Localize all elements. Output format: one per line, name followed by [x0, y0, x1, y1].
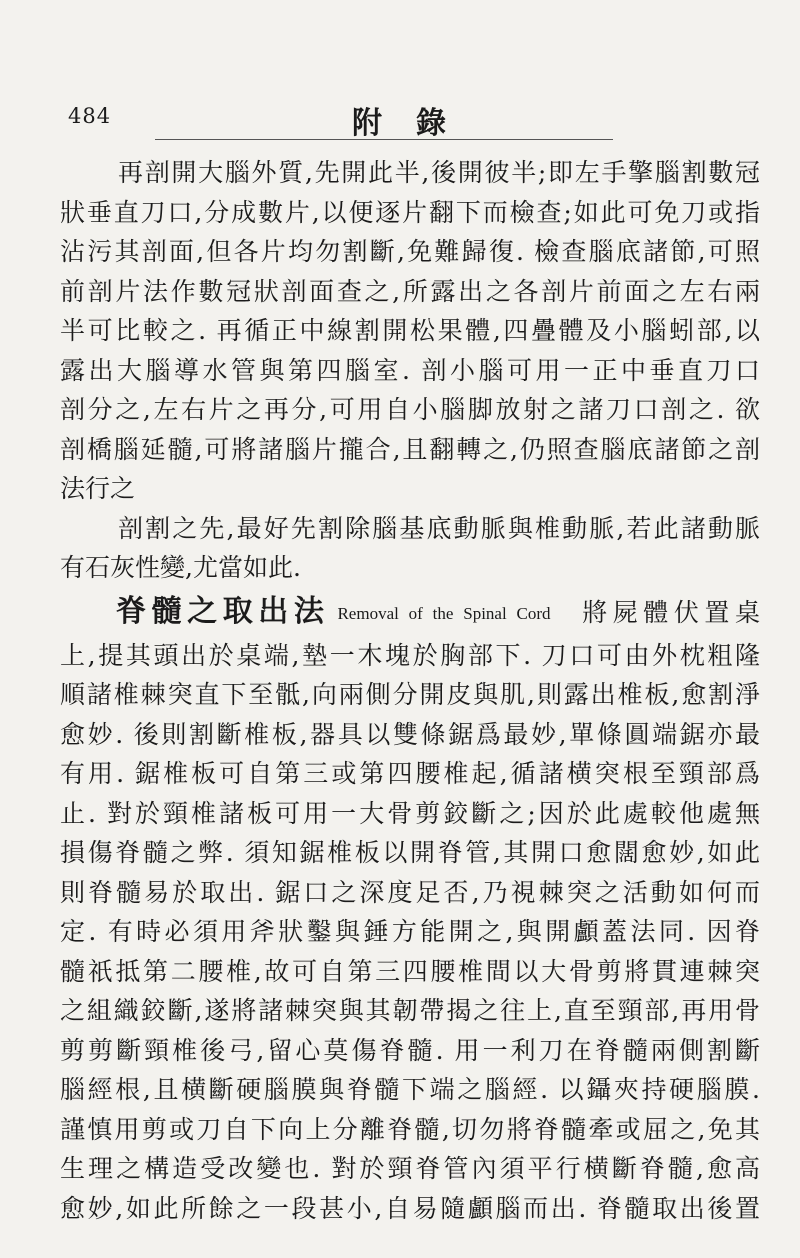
- running-title: 附錄: [352, 106, 480, 141]
- text-line: 生理之構造受改變也. 對於頸脊管內須平行横斷脊髓,愈高: [60, 1154, 760, 1183]
- text-line: 剖分之,左右片之再分,可用自小腦脚放射之諸刀口剖之. 欲: [60, 395, 760, 424]
- text-line: 再剖開大腦外質,先開此半,後開彼半;即左手擎腦割數冠: [118, 158, 760, 187]
- text-line: 上,提其頭出於桌端,墊一木塊於胸部下. 刀口可由外枕粗隆: [60, 640, 760, 670]
- text-line: 剖割之先,最好先割除腦基底動脈與椎動脈,若此諸動脈: [118, 513, 760, 543]
- text-line: 謹慎用剪或刀自下向上分離脊髓,切勿將脊髓牽或屈之,免其: [60, 1114, 760, 1144]
- body-text: [60, 153, 760, 1228]
- text-line: 定. 有時必須用斧狀鑿與錘方能開之,與開顱蓋法同. 因脊: [60, 917, 760, 946]
- text-line: 沾污其剖面,但各片均勿割斷,免難歸復. 檢查腦底諸節,可照: [60, 237, 760, 266]
- text-line: 順諸椎棘突直下至骶,向兩側分開皮與肌,則露出椎板,愈割淨: [60, 680, 760, 709]
- paragraph-arteries: [60, 509, 760, 588]
- text-line: 愈妙,如此所餘之一段甚小,自易隨顱腦而出. 脊髓取出後置: [60, 1193, 760, 1223]
- text-line: 腦經根,且横斷硬腦膜與脊髓下端之腦經. 以鑷夾持硬腦膜.: [60, 1075, 760, 1104]
- text-line: 髓祇抵第二腰椎,故可自第三四腰椎間以大骨剪將貫連棘突: [60, 956, 760, 986]
- section-heading-title: 脊髓之取出法: [116, 593, 330, 629]
- text-line: 法行之: [60, 474, 136, 503]
- text-line: 剖橋腦延髓,可將諸腦片攏合,且翻轉之,仍照查腦底諸節之剖: [60, 434, 760, 464]
- paragraph-brain-sectioning: [60, 153, 760, 509]
- text-line: 剪剪斷頸椎後弓,留心莫傷脊髓. 用一利刀在脊髓兩側割斷: [60, 1035, 760, 1065]
- text-line: 則脊髓易於取出. 鋸口之深度足否,乃視棘突之活動如何而: [60, 877, 760, 907]
- header-rule: [155, 139, 613, 140]
- text-line: 露出大腦導水管與第四腦室. 剖小腦可用一正中垂直刀口: [60, 355, 760, 385]
- section-heading-english: Removal of the Spinal Cord: [337, 603, 551, 623]
- text-line: 之組織鉸斷,遂將諸棘突與其韌帶揭之往上,直至頸部,再用骨: [60, 996, 760, 1025]
- section-heading: [60, 588, 760, 636]
- text-line: 有用. 鋸椎板可自第三或第四腰椎起,循諸横突根至頸部爲: [60, 759, 760, 788]
- text-line: 損傷脊髓之弊. 須知鋸椎板以開脊管,其開口愈闊愈妙,如此: [60, 838, 760, 867]
- page-number: 484: [68, 104, 112, 128]
- section-spinal-cord: [60, 588, 760, 1229]
- text-line: 前剖片法作數冠狀剖面查之,所露出之各剖片前面之左右兩: [60, 276, 760, 306]
- text-line: 愈妙. 後則割斷椎板,器具以雙條鋸爲最妙,單條圓端鋸亦最: [60, 719, 760, 749]
- section-heading-tail: 將屍體伏置桌: [576, 597, 760, 627]
- text-line: 狀垂直刀口,分成數片,以便逐片翻下而檢查;如此可免刀或指: [60, 197, 760, 227]
- text-line: 半可比較之. 再循正中線割開松果體,四疊體及小腦蚓部,以: [60, 316, 760, 345]
- text-line: 止. 對於頸椎諸板可用一大骨剪鉸斷之;因於此處較他處無: [60, 798, 760, 828]
- text-line: 有石灰性變,尤當如此.: [60, 553, 301, 582]
